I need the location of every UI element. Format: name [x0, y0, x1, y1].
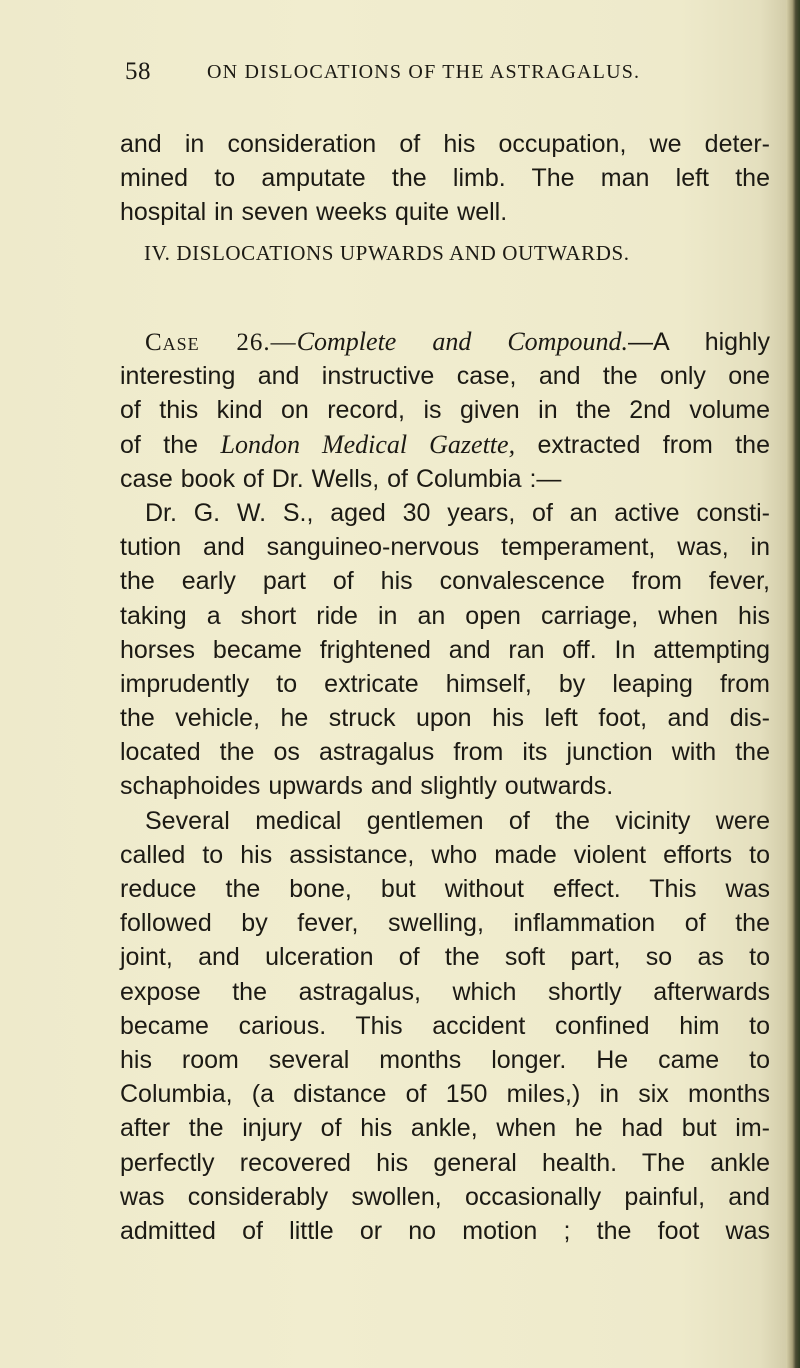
text-line: hospital in seven weeks quite well. [120, 198, 508, 227]
text-line: tution and sanguineo-nervous temperament, was, in [120, 533, 770, 562]
text-line: followed by fever, swelling, inflammation of the [120, 909, 770, 938]
text-line: Columbia, (a distance of 150 miles,) in six months [120, 1080, 770, 1109]
text-line: horses became frightened and ran off. In attempting [120, 635, 770, 664]
text-line: perfectly recovered his general health. The ankle [120, 1148, 770, 1177]
case-heading-line [120, 325, 770, 359]
text-line: located the os astragalus from its junction with the [120, 738, 770, 767]
text-line: his room several months longer. He came to [120, 1045, 770, 1074]
text-line: and in consideration of his occupation, we deter- [120, 130, 770, 158]
text-line: expose the astragalus, which shortly afterwards [120, 977, 770, 1006]
text-line: became carious. This accident confined him to [120, 1011, 770, 1040]
text-line: called to his assistance, who made violent efforts to [120, 840, 770, 869]
text-line: schaphoides upwards and slightly outwards. [120, 772, 614, 801]
case-title-rest: —A highly [627, 328, 771, 356]
text-line: reduce the bone, but without effect. This was [120, 875, 770, 903]
page-number: 58 [125, 58, 151, 85]
text-line: interesting and instructive case, and the only one [120, 362, 770, 391]
text-line: Several medical gentlemen of the vicinity were [145, 806, 770, 835]
text-line: mined to amputate the limb. The man left the [120, 164, 770, 193]
text-line: the vehicle, he struck upon his left foot, and dis- [120, 704, 770, 733]
page-header [0, 58, 780, 98]
case-label: Case 26.— [145, 329, 297, 356]
text-line: after the injury of his ankle, when he had but im- [120, 1114, 770, 1143]
journal-title: London Medical Gazette, [220, 429, 516, 459]
section-heading: IV. DISLOCATIONS UPWARDS AND OUTWARDS. [144, 241, 630, 265]
text-line: case book of Dr. Wells, of Columbia :— [120, 464, 562, 493]
case-title: Complete and Compound. [296, 327, 628, 356]
text-line: was considerably swollen, occasionally painful, and [120, 1182, 770, 1211]
text-line: Dr. G. W. S., aged 30 years, of an active consti- [145, 498, 770, 527]
text-line: taking a short ride in an open carriage, when his [120, 601, 770, 630]
text-fragment: of the [120, 430, 221, 459]
text-line: imprudently to extricate himself, by leaping from [120, 669, 770, 698]
binding-edge [786, 0, 800, 1368]
running-head: ON DISLOCATIONS OF THE ASTRAGALUS. [207, 61, 641, 83]
text-line: the early part of his convalescence from fever, [120, 567, 770, 596]
text-fragment: extracted from the [515, 430, 770, 459]
intro-paragraph [120, 127, 770, 230]
text-line: admitted of little or no motion ; the foot was [120, 1216, 770, 1245]
text-line: of this kind on record, is given in the 2nd volume [120, 396, 770, 425]
case-26 [120, 325, 770, 1248]
text-line [120, 428, 770, 462]
text-line: joint, and ulceration of the soft part, so as to [120, 943, 770, 972]
